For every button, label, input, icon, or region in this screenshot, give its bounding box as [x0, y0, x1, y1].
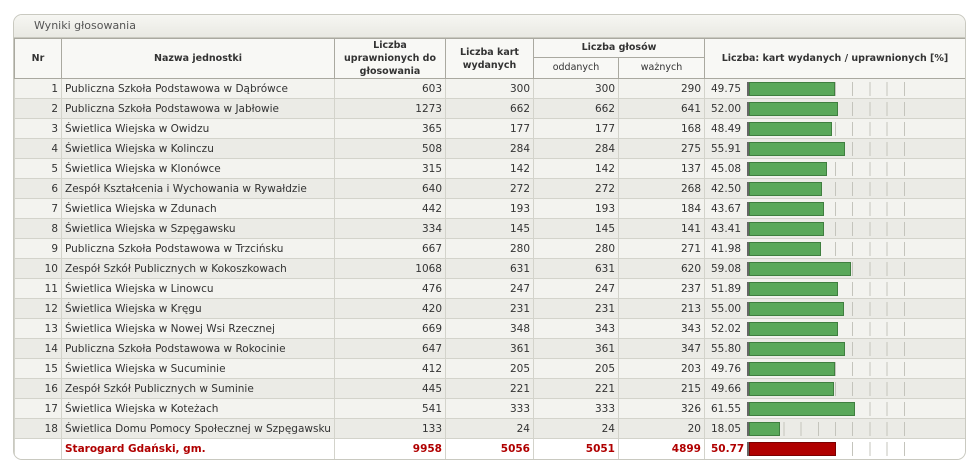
eligible-count: 133 [335, 419, 446, 439]
ratio-bar [749, 442, 836, 456]
eligible-count: 669 [335, 319, 446, 339]
cast-count: 662 [534, 99, 619, 119]
table-row [15, 359, 966, 379]
ratio-cell [705, 199, 966, 219]
row-number: 17 [15, 399, 62, 419]
row-number: 12 [15, 299, 62, 319]
ratio-bar-track [747, 442, 921, 456]
cast-count: 631 [534, 259, 619, 279]
cast-count: 272 [534, 179, 619, 199]
ratio-bar-track [747, 302, 921, 316]
header-nr: Nr [15, 39, 62, 79]
cast-count: 177 [534, 119, 619, 139]
unit-name: Świetlica Wiejska w Nowej Wsi Rzecznej [62, 319, 335, 339]
unit-name: Świetlica Wiejska w Kręgu [62, 299, 335, 319]
eligible-count: 667 [335, 239, 446, 259]
ratio-cell [705, 399, 966, 419]
ratio-bar-track [747, 122, 921, 136]
issued-count: 300 [446, 79, 534, 99]
unit-name: Świetlica Wiejska w Sucuminie [62, 359, 335, 379]
ratio-bar [749, 202, 824, 216]
ratio-bar [749, 262, 851, 276]
header-issued: Liczba kart wydanych [446, 39, 534, 79]
unit-name: Publiczna Szkoła Podstawowa w Trzcińsku [62, 239, 335, 259]
ratio-value: 55.91 [711, 143, 742, 155]
ratio-bar [749, 362, 835, 376]
issued-count: 247 [446, 279, 534, 299]
cast-count: 247 [534, 279, 619, 299]
issued-count: 5056 [446, 439, 534, 460]
ratio-cell [705, 119, 966, 139]
valid-count: 137 [619, 159, 705, 179]
ratio-bar-track [747, 82, 921, 96]
row-number: 3 [15, 119, 62, 139]
table-row [15, 119, 966, 139]
ratio-cell [705, 419, 966, 439]
row-number: 16 [15, 379, 62, 399]
issued-count: 333 [446, 399, 534, 419]
issued-count: 193 [446, 199, 534, 219]
ratio-cell [705, 319, 966, 339]
ratio-value: 49.66 [711, 383, 742, 395]
row-number: 6 [15, 179, 62, 199]
unit-name: Starogard Gdański, gm. [62, 439, 335, 460]
cast-count: 231 [534, 299, 619, 319]
row-number: 1 [15, 79, 62, 99]
ratio-cell [705, 239, 966, 259]
row-number: 8 [15, 219, 62, 239]
panel-title: Wyniki głosowania [14, 15, 965, 38]
valid-count: 203 [619, 359, 705, 379]
ratio-cell [705, 439, 966, 460]
table-row [15, 299, 966, 319]
ratio-cell [705, 379, 966, 399]
ratio-cell [705, 339, 966, 359]
ratio-bar-track [747, 262, 921, 276]
ratio-bar [749, 242, 821, 256]
ratio-cell [705, 179, 966, 199]
ratio-value: 48.49 [711, 123, 742, 135]
ratio-bar-track [747, 422, 921, 436]
eligible-count: 647 [335, 339, 446, 359]
header-eligible: Liczba uprawnionych do głosowania [335, 39, 446, 79]
ratio-bar-track [747, 242, 921, 256]
ratio-value: 49.75 [711, 83, 742, 95]
ratio-bar [749, 302, 844, 316]
ratio-cell [705, 299, 966, 319]
eligible-count: 9958 [335, 439, 446, 460]
table-row [15, 379, 966, 399]
valid-count: 347 [619, 339, 705, 359]
ratio-value: 42.50 [711, 183, 742, 195]
row-number: 14 [15, 339, 62, 359]
unit-name: Świetlica Wiejska w Szpęgawsku [62, 219, 335, 239]
ratio-value: 18.05 [711, 423, 742, 435]
ratio-cell [705, 99, 966, 119]
table-row [15, 259, 966, 279]
ratio-value: 50.77 [711, 443, 745, 455]
results-table [14, 38, 966, 460]
valid-count: 271 [619, 239, 705, 259]
row-number: 18 [15, 419, 62, 439]
row-number: 5 [15, 159, 62, 179]
issued-count: 24 [446, 419, 534, 439]
ratio-bar [749, 122, 832, 136]
ratio-value: 51.89 [711, 283, 742, 295]
row-number: 13 [15, 319, 62, 339]
unit-name: Zespół Szkół Publicznych w Kokoszkowach [62, 259, 335, 279]
cast-count: 221 [534, 379, 619, 399]
table-row [15, 339, 966, 359]
eligible-count: 445 [335, 379, 446, 399]
eligible-count: 334 [335, 219, 446, 239]
cast-count: 24 [534, 419, 619, 439]
eligible-count: 315 [335, 159, 446, 179]
ratio-bar-track [747, 382, 921, 396]
ratio-bar-track [747, 362, 921, 376]
header-name: Nazwa jednostki [62, 39, 335, 79]
ratio-bar-track [747, 102, 921, 116]
eligible-count: 442 [335, 199, 446, 219]
table-row [15, 139, 966, 159]
issued-count: 284 [446, 139, 534, 159]
ratio-bar-track [747, 322, 921, 336]
ratio-bar [749, 182, 822, 196]
header-cast: oddanych [534, 57, 619, 78]
table-row [15, 399, 966, 419]
eligible-count: 603 [335, 79, 446, 99]
table-row [15, 199, 966, 219]
cast-count: 343 [534, 319, 619, 339]
row-number: 15 [15, 359, 62, 379]
issued-count: 142 [446, 159, 534, 179]
issued-count: 361 [446, 339, 534, 359]
issued-count: 145 [446, 219, 534, 239]
ratio-bar-track [747, 342, 921, 356]
ratio-cell [705, 139, 966, 159]
valid-count: 641 [619, 99, 705, 119]
header-valid: ważnych [619, 57, 705, 78]
unit-name: Świetlica Wiejska w Owidzu [62, 119, 335, 139]
row-number: 4 [15, 139, 62, 159]
valid-count: 237 [619, 279, 705, 299]
cast-count: 284 [534, 139, 619, 159]
table-row [15, 179, 966, 199]
unit-name: Zespół Kształcenia i Wychowania w Rywałdzie [62, 179, 335, 199]
issued-count: 662 [446, 99, 534, 119]
cast-count: 142 [534, 159, 619, 179]
ratio-bar [749, 162, 827, 176]
ratio-value: 59.08 [711, 263, 742, 275]
ratio-bar-track [747, 402, 921, 416]
ratio-bar [749, 342, 845, 356]
unit-name: Świetlica Wiejska w Koteżach [62, 399, 335, 419]
header-ratio: Liczba: kart wydanych / uprawnionych [%] [705, 39, 966, 79]
unit-name: Publiczna Szkoła Podstawowa w Dąbrówce [62, 79, 335, 99]
ratio-bar-track [747, 162, 921, 176]
table-row [15, 219, 966, 239]
valid-count: 620 [619, 259, 705, 279]
issued-count: 348 [446, 319, 534, 339]
ratio-bar-track [747, 142, 921, 156]
valid-count: 4899 [619, 439, 705, 460]
cast-count: 205 [534, 359, 619, 379]
table-row [15, 239, 966, 259]
eligible-count: 1273 [335, 99, 446, 119]
row-number: 11 [15, 279, 62, 299]
ratio-value: 41.98 [711, 243, 742, 255]
unit-name: Świetlica Wiejska w Zdunach [62, 199, 335, 219]
ratio-value: 61.55 [711, 403, 742, 415]
cast-count: 5051 [534, 439, 619, 460]
issued-count: 205 [446, 359, 534, 379]
table-row [15, 419, 966, 439]
cast-count: 280 [534, 239, 619, 259]
ratio-bar-track [747, 282, 921, 296]
eligible-count: 420 [335, 299, 446, 319]
ratio-cell [705, 159, 966, 179]
table-row [15, 319, 966, 339]
ratio-cell [705, 79, 966, 99]
cast-count: 361 [534, 339, 619, 359]
ratio-bar [749, 82, 835, 96]
cast-count: 193 [534, 199, 619, 219]
ratio-value: 55.00 [711, 303, 742, 315]
ratio-value: 52.02 [711, 323, 742, 335]
ratio-bar [749, 282, 838, 296]
valid-count: 168 [619, 119, 705, 139]
issued-count: 221 [446, 379, 534, 399]
issued-count: 631 [446, 259, 534, 279]
unit-name: Świetlica Wiejska w Klonówce [62, 159, 335, 179]
valid-count: 213 [619, 299, 705, 319]
unit-name: Publiczna Szkoła Podstawowa w Rokocinie [62, 339, 335, 359]
results-panel [13, 14, 966, 460]
issued-count: 177 [446, 119, 534, 139]
ratio-bar-track [747, 222, 921, 236]
cast-count: 333 [534, 399, 619, 419]
valid-count: 20 [619, 419, 705, 439]
valid-count: 268 [619, 179, 705, 199]
ratio-value: 43.41 [711, 223, 742, 235]
valid-count: 290 [619, 79, 705, 99]
ratio-cell [705, 279, 966, 299]
ratio-bar-track [747, 202, 921, 216]
ratio-bar [749, 102, 838, 116]
cast-count: 145 [534, 219, 619, 239]
ratio-bar [749, 382, 834, 396]
unit-name: Świetlica Wiejska w Kolinczu [62, 139, 335, 159]
ratio-value: 45.08 [711, 163, 742, 175]
row-number [15, 439, 62, 460]
ratio-cell [705, 259, 966, 279]
unit-name: Zespół Szkół Publicznych w Suminie [62, 379, 335, 399]
valid-count: 141 [619, 219, 705, 239]
issued-count: 272 [446, 179, 534, 199]
table-row [15, 79, 966, 99]
ratio-value: 55.80 [711, 343, 742, 355]
cast-count: 300 [534, 79, 619, 99]
table-row [15, 159, 966, 179]
eligible-count: 476 [335, 279, 446, 299]
valid-count: 326 [619, 399, 705, 419]
ratio-bar [749, 142, 845, 156]
ratio-bar-track [747, 182, 921, 196]
valid-count: 215 [619, 379, 705, 399]
ratio-bar [749, 422, 780, 436]
valid-count: 275 [619, 139, 705, 159]
table-row [15, 99, 966, 119]
issued-count: 231 [446, 299, 534, 319]
row-number: 10 [15, 259, 62, 279]
ratio-bar [749, 322, 838, 336]
unit-name: Świetlica Wiejska w Linowcu [62, 279, 335, 299]
issued-count: 280 [446, 239, 534, 259]
row-number: 7 [15, 199, 62, 219]
eligible-count: 412 [335, 359, 446, 379]
eligible-count: 640 [335, 179, 446, 199]
ratio-value: 43.67 [711, 203, 742, 215]
ratio-bar [749, 222, 824, 236]
ratio-bar [749, 402, 855, 416]
valid-count: 343 [619, 319, 705, 339]
ratio-cell [705, 359, 966, 379]
eligible-count: 365 [335, 119, 446, 139]
total-row [15, 439, 966, 460]
unit-name: Publiczna Szkoła Podstawowa w Jabłowie [62, 99, 335, 119]
eligible-count: 541 [335, 399, 446, 419]
row-number: 2 [15, 99, 62, 119]
table-row [15, 279, 966, 299]
valid-count: 184 [619, 199, 705, 219]
header-votes-group: Liczba głosów [534, 39, 705, 58]
unit-name: Świetlica Domu Pomocy Społecznej w Szpęgawsku [62, 419, 335, 439]
ratio-cell [705, 219, 966, 239]
eligible-count: 1068 [335, 259, 446, 279]
ratio-value: 52.00 [711, 103, 742, 115]
row-number: 9 [15, 239, 62, 259]
eligible-count: 508 [335, 139, 446, 159]
ratio-value: 49.76 [711, 363, 742, 375]
